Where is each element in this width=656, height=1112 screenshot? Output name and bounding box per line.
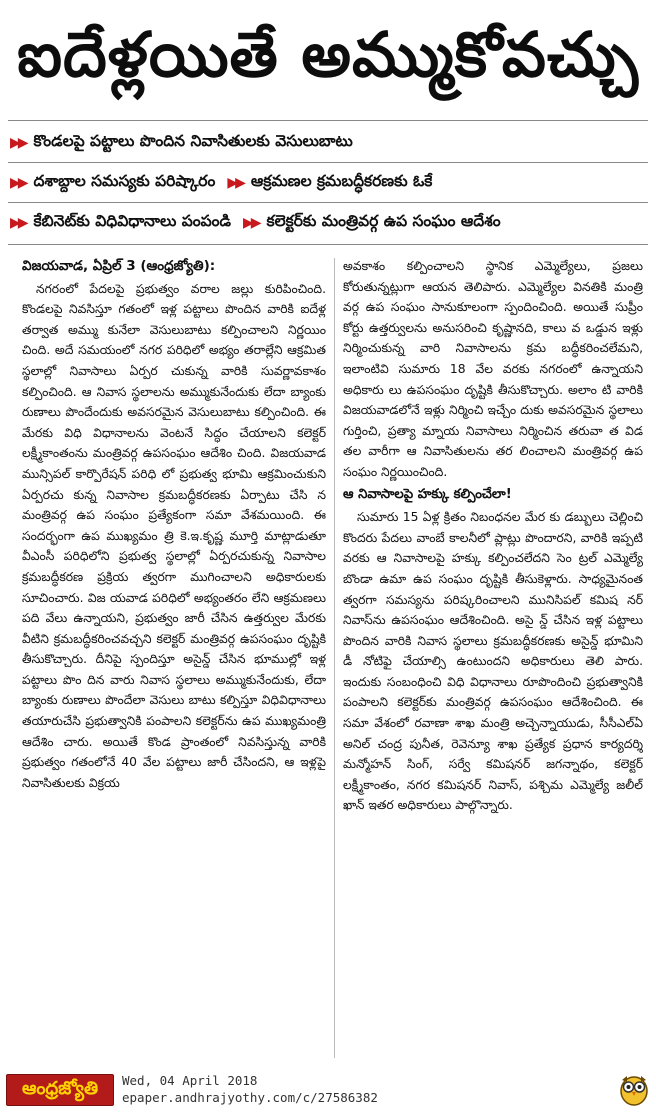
subheadline-2 <box>10 168 650 198</box>
subheadline-1 <box>10 128 650 158</box>
double-arrow-icon: ▶▶ <box>10 175 26 191</box>
andhrajyothy-logo[interactable]: ఆంధ్రజ్యోతి <box>6 1074 114 1106</box>
subheading: ఆ నివాసాలపై హక్కు కల్పించేలా! <box>343 486 512 502</box>
edition-url[interactable]: epaper.andhrajyothy.com/c/27586382 <box>122 1090 378 1105</box>
edition-date: Wed, 04 April 2018 <box>122 1073 258 1088</box>
paragraph: అవకాశం కల్పించాలని స్థానిక ఎమ్మెల్యేలు, ప్రజలు కోరుతున్నట్లుగా ఆయన తెలిపారు. ఎమ్మెల్యేల వినతికి మంత్రి వర్గ ఉప సంఘం సానుకూలంగా స్పందించింది. అయితే సుప్రీం కోర్టు ఉత్తర్వులను అనుసరించి కృష్ణానది, కాలు వ ఒడ్డున ఇళ్లు నిర్మించుకున్న వారి నివాసాలను క్రమ బద్ధీకరించలేమని, ఇలాంటివి సుమారు 18 వేల వరకు నగరంలో ఉన్నాయని అధికారు లు ఉపసంఘం దృష్టికి తీసుకొచ్చారు. అలాం టి వారికి విజయవాడలోనే ఇళ్లు నిర్మించి ఇచ్చేం దుకు అవసరమైన స్థలాలు గుర్తించి, ప్రత్యా మ్నాయ నివాసాలు నిర్మించిన తరువా త విడ తల వారీగా ఆ నివాసితులను తర లించాలని మంత్రివర్గ ఉప సంఘం నిర్ణయించింది. <box>343 259 643 479</box>
owl-icon <box>618 1072 650 1106</box>
divider <box>8 120 648 121</box>
paragraph: సుమారు 15 ఏళ్ల క్రితం నిబంధనల మేర కు డబ్బులు చెల్లించి కొందరు పేదలు వాంబే కాలనీలో ప్లాట్లు పొందారని, వారికి ఇప్పటి వరకు ఆ నివాసాలపై హక్కు కల్పించలేదని సెం ట్రల్ ఎమ్మెల్యే బొండా ఉమా ఉప సంఘం దృష్టికి తీసుకెళ్లారు. సాధ్యమైనంత త్వరగా సమస్యను పరిష్కరించాలని మునిసిపల్ కమిష నర్ నివాస్‌ను ఉపసంఘం ఆదేశించింది. అసై న్డ్ చేసిన ఇళ్ల పట్టాలు పొందిన వారికి నివాస స్థలాలు క్రమబద్ధీకరణకు అసైన్డ్ భూమిని డీ నోటిఫై చేయాల్సి ఉంటుందని అధికారులు తెలి పారు. ఇందుకు సంబంధించి విధి విధానాలు రూపొందించి ప్రభుత్వానికి పంపాలని కలెక్టర్‌కు మంత్రివర్గ ఉపసంఘం ఆదేశించింది. ఈ సమా వేశంలో రవాణా శాఖ మంత్రి అచ్చెన్నాయుడు, సీసీఎల్ఏ అనిల్ చంద్ర పునీత, రెవెన్యూ శాఖ ప్రత్యేక ప్రధాన కార్యదర్శి మన్మోహన్ సింగ్, సర్వే కమిషనర్ జగన్నాథం, కలెక్టర్ లక్ష్మీకాంతం, నగర కమిషనర్ నివాస్, పశ్చిమ ఎమ్మెల్యే జలీల్ ఖాన్ ఇతర అధికారులు పాల్గొన్నారు. <box>343 510 643 813</box>
column-divider <box>334 258 335 1058</box>
subheadline-text: ఆక్రమణల క్రమబద్ధీకరణకు ఓకే <box>250 172 433 190</box>
subheadline-text: దశాబ్దాల సమస్యకు పరిష్కారం <box>33 172 216 190</box>
double-arrow-icon: ▶▶ <box>227 175 243 191</box>
divider <box>8 202 648 203</box>
subheadline-text: కేబినెట్‌కు విధివిధానాలు పంపండి <box>33 212 231 230</box>
article-column-right <box>343 256 643 1066</box>
double-arrow-icon: ▶▶ <box>10 135 26 151</box>
footer-meta <box>122 1072 378 1106</box>
dateline: విజయవాడ, ఏప్రిల్ 3 (ఆంధ్రజ్యోతి): <box>22 258 216 274</box>
headline: ఐదేళ్లయితే అమ్ముకోవచ్చు <box>16 18 640 91</box>
paragraph: నగరంలో పేదలపై ప్రభుత్వం వరాల జల్లు కురిపించింది. కొండలపై నివసిస్తూ గతంలో ఇళ్ల పట్టాలు పొందిన వారికి ఐదేళ్ల తర్వాత అమ్ము కునేలా వెసులుబాటు కల్పించాలని నిర్ణయిం చింది. అదే సమయంలో నగర పరిధిలో అభ్యం తరాల్లేని ఆక్రమిత స్థలాల్లో నివాసాలు ఏర్పర చుకున్న వారికి సువర్ణావకాశం కల్పించింది. ఆ నివాస స్థలాలను అమ్ముకునేందుకు లేదా బ్యాంకు రుణాలు పొందేందుకు అవసరమైన వెసులుబాటు కల్పించింది. ఈ మేరకు విధి విధానాలను వెంటనే సిద్ధం చేయాలని కలెక్టర్ లక్ష్మీకాంతంను మంత్రివర్గ ఉపసంఘం ఆదేశిం చింది. విజయవాడ మున్సిపల్ కార్పొరేషన్ పరిధి లో ప్రభుత్వ భూమి ఆక్రమించుకుని ఏర్పరచు కున్న నివాసాల క్రమబద్ధీకరణకు ఏర్పాటు చేసి న మంత్రివర్గ ఉప సంఘం ప్రత్యేకంగా సమా వేశమయింది. ఈ సందర్భంగా ఉప ముఖ్యమం త్రి కె.ఇ.కృష్ణ మూర్తి మాట్లాడుతూ వీఎంసీ పరిధిలోని ప్రభుత్వ స్థలాల్లో ఏర్పరచుకున్న నివాసాల క్రమబద్ధీకరణ ప్రక్రియ త్వరగా ముగించాలని అధికారులకు సూచించారు. విజ యవాడ పరిధిలో అభ్యంతరం లేని ఆక్రమణలు పది వేలు ఉన్నాయని, ప్రభుత్వం జారీ చేసిన ఉత్తర్వుల మేరకు వీటిని క్రమబద్ధీకరించవచ్చని కలెక్టర్ మంత్రివర్గ ఉపసంఘం దృష్టికి తీసుకొచ్చారు. దీనిపై స్పందిస్తూ అసైన్డ్ చేసిన భూముల్లో ఇళ్ల పట్టాలు పొం దిన వారు నివాస స్థలాలు అమ్ముకునేందుకు, లేదా బ్యాంకు రుణాలు పొందేలా వెసులు బాటు కల్పిస్తూ విధివిధానాలు తయారుచేసి ప్రభుత్వానికి పంపాలని కలెక్టర్‌ను ఉప ముఖ్యమంత్రి ఆదేశిం చారు. అయితే కొండ ప్రాంతంలో నివసిస్తున్న వారికి ప్రభుత్వం గతంలోనే 40 వేల పట్టాలు జారీ చేసిందని, ఆ ఇళ్లపై నివాసితులకు విక్రయ <box>22 281 326 790</box>
double-arrow-icon: ▶▶ <box>10 215 26 231</box>
divider <box>8 244 648 245</box>
subheadline-3 <box>10 208 650 238</box>
subheadline-text: కలెక్టర్‌కు మంత్రివర్గ ఉప సంఘం ఆదేశం <box>266 212 501 230</box>
divider <box>8 162 648 163</box>
subheadline-text: కొండలపై పట్టాలు పొందిన నివాసితులకు వెసులుబాటు <box>33 132 353 150</box>
epaper-footer <box>0 1068 656 1112</box>
double-arrow-icon: ▶▶ <box>243 215 259 231</box>
article-column-left <box>22 256 326 1066</box>
